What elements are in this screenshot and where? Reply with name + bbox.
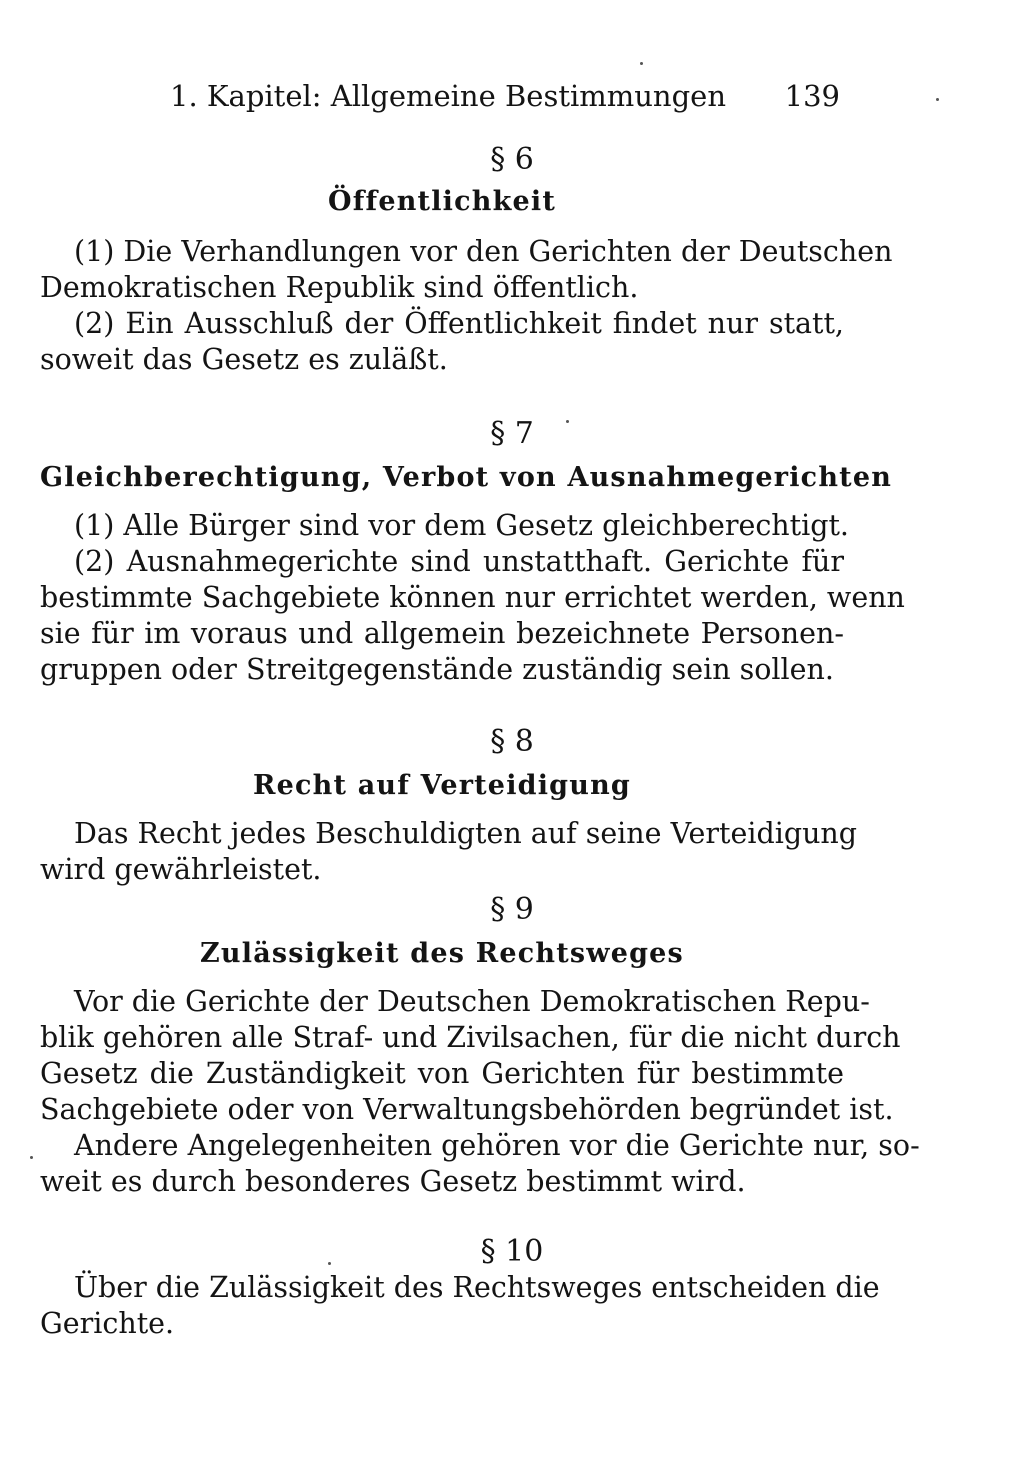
section-8-heading: Recht auf Verteidigung bbox=[252, 770, 632, 801]
text-line: Gerichte. bbox=[40, 1307, 175, 1340]
text-line: Gesetz die Zuständigkeit von Gerichten für bestimmte bbox=[40, 1057, 844, 1090]
text-line: bestimmte Sachgebiete können nur errichtet werden, wenn bbox=[40, 581, 905, 614]
text-line: gruppen oder Streitgegenstände zuständig sein sollen. bbox=[40, 653, 834, 686]
text-line: Vor die Gerichte der Deutschen Demokratischen Repu- bbox=[74, 985, 870, 1018]
text-line: blik gehören alle Straf- und Zivilsachen, für die nicht durch bbox=[40, 1021, 901, 1054]
text-line: soweit das Gesetz es zuläßt. bbox=[40, 343, 448, 376]
section-9-number: § 9 bbox=[490, 892, 534, 927]
section-9-body bbox=[40, 984, 920, 1200]
section-6-number: § 6 bbox=[490, 142, 534, 177]
section-7-body bbox=[40, 508, 905, 688]
text-line: Andere Angelegenheiten gehören vor die Gerichte nur, so- bbox=[74, 1129, 920, 1162]
text-line: Demokratischen Republik sind öffentlich. bbox=[40, 271, 639, 304]
scan-speck bbox=[30, 1156, 33, 1159]
page-number: 139 bbox=[784, 79, 840, 113]
text-line: sie für im voraus und allgemein bezeichnete Personen- bbox=[40, 617, 844, 650]
text-line: Sachgebiete oder von Verwaltungsbehörden begründet ist. bbox=[40, 1093, 894, 1126]
section-8-body bbox=[40, 816, 858, 888]
section-10-number: § 10 bbox=[480, 1234, 544, 1269]
section-8-number: § 8 bbox=[490, 724, 534, 759]
scan-speck bbox=[566, 420, 569, 423]
scan-speck bbox=[936, 98, 939, 101]
text-line: (1) Die Verhandlungen vor den Gerichten der Deutschen bbox=[74, 235, 893, 268]
running-head bbox=[170, 74, 840, 118]
text-line: (1) Alle Bürger sind vor dem Gesetz gleichberechtigt. bbox=[74, 509, 849, 542]
chapter-title: 1. Kapitel: Allgemeine Bestimmungen bbox=[170, 79, 727, 113]
text-line: weit es durch besonderes Gesetz bestimmt wird. bbox=[40, 1165, 746, 1198]
text-line: (2) Ausnahmegerichte sind unstatthaft. Gerichte für bbox=[74, 545, 844, 578]
section-6-heading: Öffentlichkeit bbox=[327, 186, 557, 217]
section-9-heading: Zulässigkeit des Rechtsweges bbox=[200, 938, 684, 969]
text-line: Über die Zulässigkeit des Rechtsweges entscheiden die bbox=[74, 1271, 880, 1304]
text-line: Das Recht jedes Beschuldigten auf seine Verteidigung bbox=[74, 817, 858, 850]
section-7-number: § 7 bbox=[490, 416, 534, 451]
scan-speck bbox=[328, 1262, 331, 1265]
section-6-body bbox=[40, 234, 893, 378]
scan-speck bbox=[640, 62, 643, 65]
section-7-heading: Gleichberechtigung, Verbot von Ausnahmegerichten bbox=[40, 462, 893, 493]
section-10-body bbox=[40, 1270, 880, 1342]
text-line: (2) Ein Ausschluß der Öffentlichkeit findet nur statt, bbox=[74, 307, 844, 340]
text-line: wird gewährleistet. bbox=[40, 853, 322, 886]
